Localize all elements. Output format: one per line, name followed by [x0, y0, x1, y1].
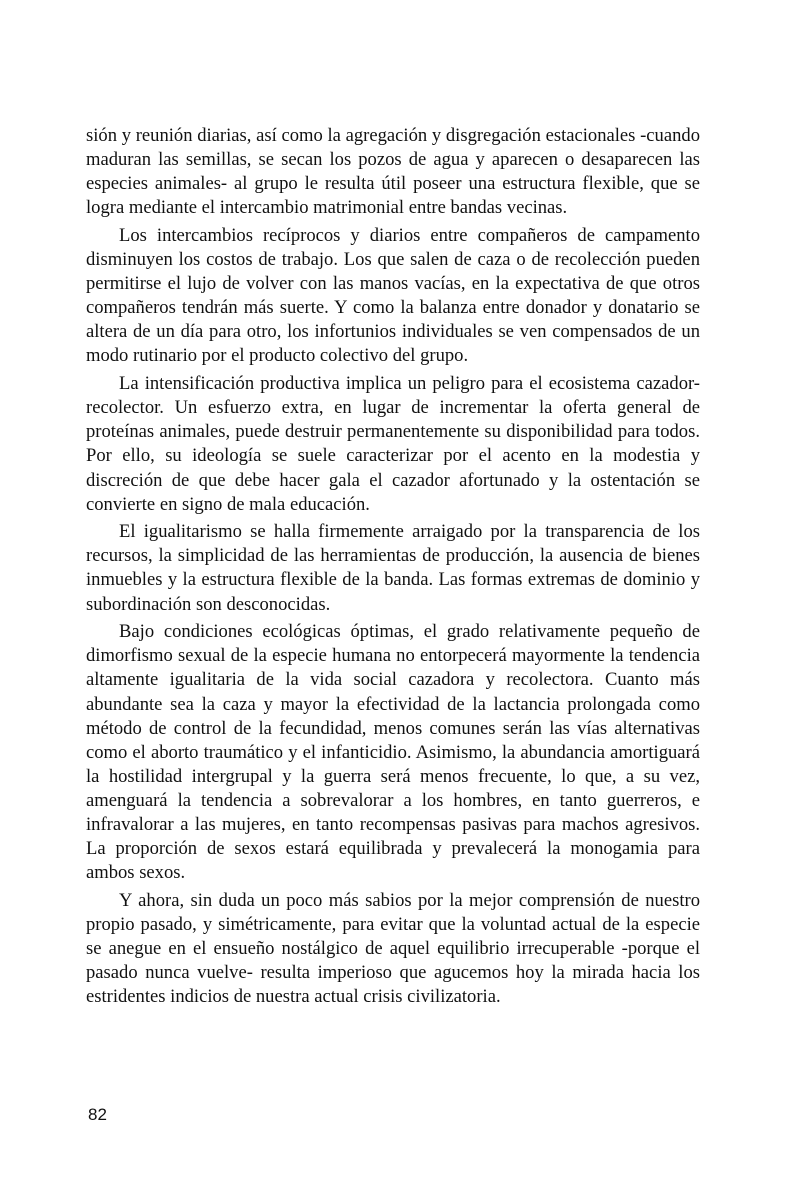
paragraph: Los intercambios recíprocos y diarios entre compañeros de campamento disminuyen los costos de trabajo. Los que salen de caza o de recolección pueden permitirse el lujo de volver con las manos vacías, en la expectativa de que otros compañeros tendrán más suerte. Y como la balanza entre donador y donatario se altera de un día para otro, los infortunios individuales se ven compensados de un modo rutinario por el producto colectivo del grupo.	[86, 224, 700, 367]
paragraph-continued: sión y reunión diarias, así como la agregación y disgregación estacionales -cuando maduran las semillas, se secan los pozos de agua y aparecen o desaparecen las especies animales- al grupo le resulta útil poseer una estructura flexible, que se logra mediante el intercambio matrimonial entre bandas vecinas.	[86, 125, 700, 219]
paragraph: Y ahora, sin duda un poco más sabios por la mejor comprensión de nuestro propio pasado, y simétricamente, para evitar que la voluntad actual de la especie se anegue en el ensueño nostálgico de aquel equilibrio irrecuperable -porque el pasado nunca vuelve- resulta imperioso que agucemos hoy la mirada hacia los estridentes indicios de nuestra actual crisis civilizatoria.	[86, 889, 700, 1008]
paragraph: El igualitarismo se halla firmemente arraigado por la transparencia de los recursos, la simplicidad de las herramientas de producción, la ausencia de bienes inmuebles y la estructura flexible de la banda. Las formas extremas de dominio y subordinación son desconocidas.	[86, 521, 700, 615]
paragraph: Bajo condiciones ecológicas óptimas, el grado relativamente pequeño de dimorfismo sexual de la especie humana no entorpecerá mayormente la tendencia altamente igualitaria de la vida social cazadora y recolectora. Cuanto más abundante sea la caza y mayor la efectividad de la lactancia prolongada como método de control de la fecundidad, menos comunes serán las vías alternativas como el aborto traumático y el infanticidio. Asimismo, la abundancia amortiguará la hostilidad intergrupal y la guerra será menos frecuente, lo que, a su vez, amenguará la tendencia a sobrevalorar a los hombres, en tanto guerreros, e infravalorar a las mujeres, en tanto recompensas pasivas para machos agresivos. La proporción de sexos estará equilibrada y prevalecerá la monogamia para ambos sexos.	[86, 621, 700, 884]
paragraph: La intensificación productiva implica un peligro para el ecosistema cazador-recolector. Un esfuerzo extra, en lugar de incrementar la oferta general de proteínas animales, puede destruir permanentemente su disponibilidad para todos. Por ello, su ideología se suele caracterizar por el acento en la modestia y discreción de que debe hacer gala el cazador afortunado y la ostentación se convierte en signo de mala educación.	[86, 373, 700, 515]
page-number: 82	[88, 1105, 107, 1124]
page-body	[86, 124, 700, 1013]
